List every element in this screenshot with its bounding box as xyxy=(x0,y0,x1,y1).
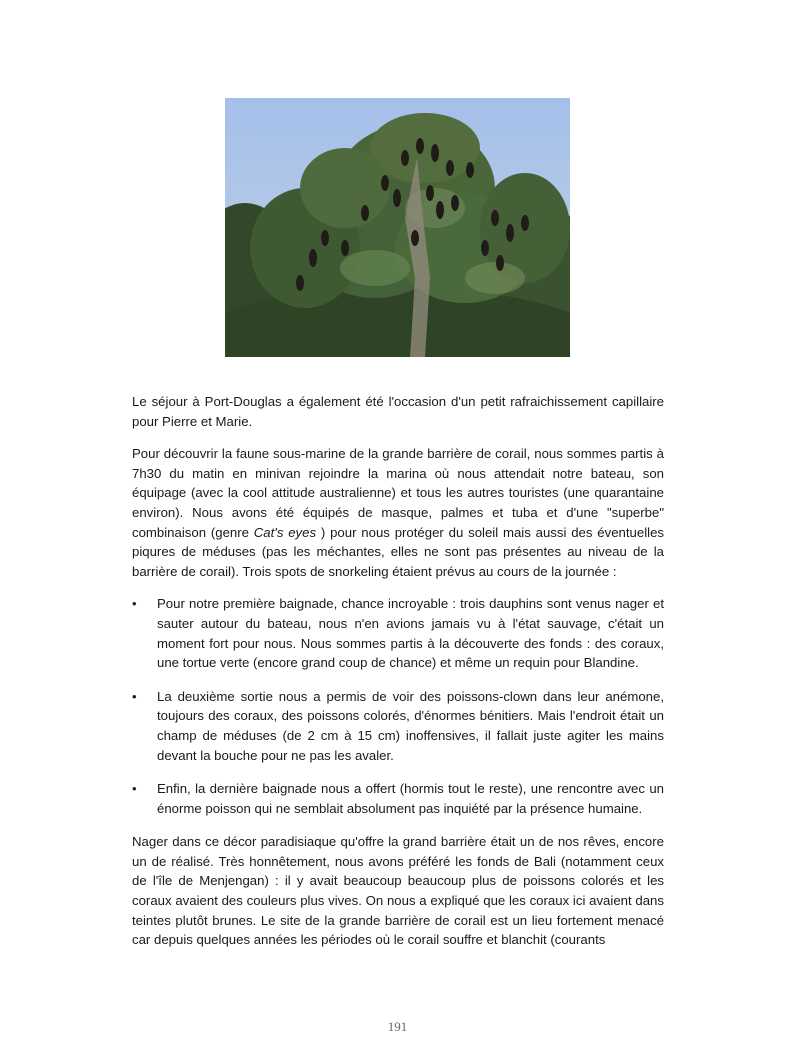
list-item-text: Enfin, la dernière baignade nous a offert (hormis tout le reste), une rencontre avec un énorme poisson qui ne semblait absolument pas inquiété par la présence humaine. xyxy=(157,781,664,816)
list-item xyxy=(132,687,664,765)
list-item-text: Pour notre première baignade, chance incroyable : trois dauphins sont venus nager et sauter autour du bateau, nous n'en avions jamais vu à l'état sauvage, c'était un moment fort pour nous. Nous sommes partis à la découverte des fonds : des coraux, une tortue verte (encore grand coup de chance) et même un requin pour Blandine. xyxy=(157,596,664,671)
snorkeling-spots-list xyxy=(132,594,664,818)
bullet-icon: • xyxy=(132,781,137,797)
bullet-icon: • xyxy=(132,596,137,612)
paragraph-reef-trip xyxy=(132,444,664,581)
brand-name-cats-eyes: Cat's eyes xyxy=(253,524,317,540)
photo-tree-with-bats-icon xyxy=(225,98,570,357)
bullet-icon: • xyxy=(132,688,137,704)
page-number: 191 xyxy=(387,1019,408,1034)
tree-with-bats-photo xyxy=(225,98,570,357)
article-body xyxy=(132,392,664,962)
paragraph-reef-trip-part1: Pour découvrir la faune sous-marine de la grande barrière de corail, nous sommes partis à 7h30 du matin en minivan rejoindre la marina où nous attendait notre bateau, son équipage (avec la cool attitude australienne) et tous les autres touristes (une quarantaine environ). Nous avons été équipés de masque, palmes et tuba et d'une "superbe" combinaison (genre xyxy=(132,446,664,540)
paragraph-conclusion: Nager dans ce décor paradisiaque qu'offre la grand barrière était un de nos rêves, encore un de réalisé. Très honnêtement, nous avons préféré les fonds de Bali (notamment ceux de l'île de Menjengan) : il y avait beaucoup beaucoup plus de poissons colorés et les coraux avaient des couleurs plus vives. On nous a expliqué que les coraux ici avaient dans teintes plutôt brunes. Le site de la grande barrière de corail est un lieu fortement menacé car depuis quelques années les périodes où le corail souffre et blanchit (courants xyxy=(132,834,664,948)
list-item xyxy=(132,779,664,818)
paragraph-reef-trip-part2: ) pour nous protéger du soleil mais aussi des éventuelles piqures de méduses (pas les méchantes, elles ne sont pas présentes au niveau de la barrière de corail). Trois spots de snorkeling étaient prévus au cours de la journée : xyxy=(132,524,665,579)
paragraph-haircut: Le séjour à Port-Douglas a également été l'occasion d'un petit rafraichissement capillaire pour Pierre et Marie. xyxy=(132,394,664,429)
list-item-text: La deuxième sortie nous a permis de voir des poissons-clown dans leur anémone, toujours des coraux, des poissons colorés, d'énormes bénitiers. Mais l'endroit était un champ de méduses (de 2 cm à 15 cm) inoffensives, il fallait juste agiter les mains devant la bouche pour ne pas les avaler. xyxy=(157,688,664,763)
list-item xyxy=(132,594,664,672)
